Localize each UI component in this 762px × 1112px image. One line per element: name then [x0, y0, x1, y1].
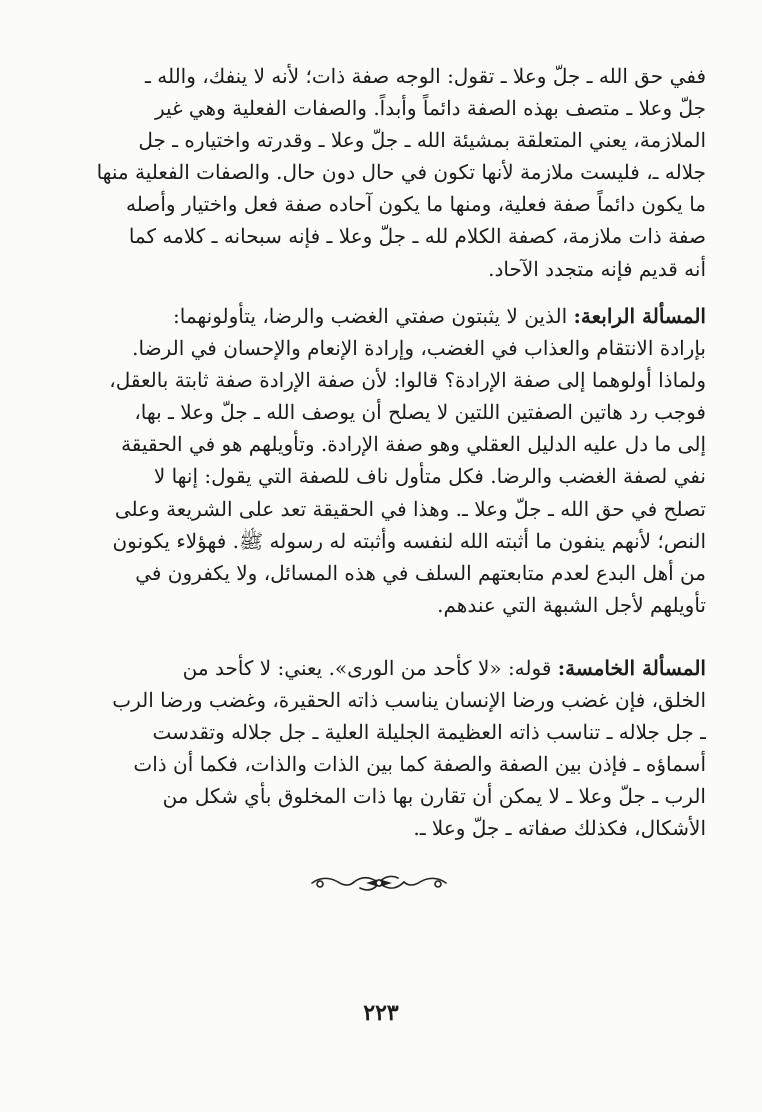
text-line: الملازمة، يعني المتعلقة بمشيئة الله ـ جلّ وعلا ـ وقدرته واختياره ـ جل	[138, 128, 706, 153]
text-line: جلاله ـ، فليست ملازمة لأنها تكون في حال دون حال. والصفات الفعلية منها	[96, 160, 706, 185]
text-line: ما يكون دائماً صفة فعلية، ومنها ما يكون آحاده صفة فعل واختيار وأصله	[126, 192, 706, 217]
text-line: ففي حق الله ـ جلّ وعلا ـ تقول: الوجه صفة ذات؛ لأنه لا ينفك، والله ـ	[145, 64, 706, 88]
text-line: بإرادة الانتقام والعذاب في الغضب، وإرادة الإنعام والإحسان في الرضا.	[132, 336, 706, 361]
page-number: ٢٢٣	[363, 1000, 399, 1026]
text-line-with-heading	[72, 300, 706, 332]
text-line: تأويلهم لأجل الشبهة التي عندهم.	[437, 592, 706, 617]
text-line: تصلح في حق الله ـ جلّ وعلا ـ. وهذا في الحقيقة تعد على الشريعة وعلى	[114, 496, 706, 521]
text-line: ولماذا أولوهما إلى صفة الإرادة؟ قالوا: لأن صفة الإرادة صفة ثابتة بالعقل،	[109, 368, 706, 393]
text-line: قوله: «لا كأحد من الورى». يعني: لا كأحد من	[182, 656, 558, 680]
text-line: الخلق، فإن غضب ورضا الإنسان يناسب ذاته الحقيرة، وغضب ورضا الرب	[112, 688, 706, 713]
text-line-with-heading	[72, 652, 706, 684]
text-line: فوجب رد هاتين الصفتين اللتين لا يصلح أن يوصف الله ـ جلّ وعلا ـ بها،	[134, 400, 706, 425]
text-line: الأشكال، فكذلك صفاته ـ جلّ وعلا ـ.	[413, 816, 706, 841]
text-line: من أهل البدع لعدم متابعتهم السلف في هذه المسائل، ولا يكفرون في	[135, 560, 706, 585]
decorative-divider-ornament-icon	[308, 868, 450, 898]
text-line: أسماؤه ـ فإذن بين الصفة والصفة كما بين الذات والذات، فكما أن ذات	[133, 752, 706, 777]
paragraph-1	[72, 60, 706, 285]
section-heading: المسألة الخامسة:	[557, 656, 706, 680]
text-line: إلى ما دل عليه الدليل العقلي وهو صفة الإرادة. وتأويلهم هو في الحقيقة	[121, 432, 706, 457]
text-line: ـ جل جلاله ـ تناسب ذاته العظيمة الجليلة العلية ـ جل جلاله وتقدست	[152, 720, 706, 745]
text-line: أنه قديم فإنه متجدد الآحاد.	[488, 256, 706, 281]
paragraph-3	[72, 652, 706, 845]
paragraph-2	[72, 300, 706, 621]
section-heading: المسألة الرابعة:	[573, 304, 706, 328]
text-line: جلّ وعلا ـ متصف بهذه الصفة دائماً وأبداً. والصفات الفعلية وهي غير	[155, 96, 706, 121]
text-line: النص؛ لأنهم ينفون ما أثبته الله لنفسه وأثبته له رسوله ﷺ. فهؤلاء يكونون	[112, 528, 706, 553]
text-line: نفي لصفة الغضب والرضا. فكل متأول ناف للصفة التي يقول: إنها لا	[153, 464, 706, 489]
text-line: الرب ـ جلّ وعلا ـ لا يمكن أن تقارن بها ذات المخلوق بأي شكل من	[162, 784, 706, 809]
text-line: صفة ذات ملازمة، كصفة الكلام لله ـ جلّ وعلا ـ فإنه سبحانه ـ كلامه كما	[128, 224, 706, 249]
text-line: الذين لا يثبتون صفتي الغضب والرضا، يتأولونهما:	[173, 304, 574, 328]
